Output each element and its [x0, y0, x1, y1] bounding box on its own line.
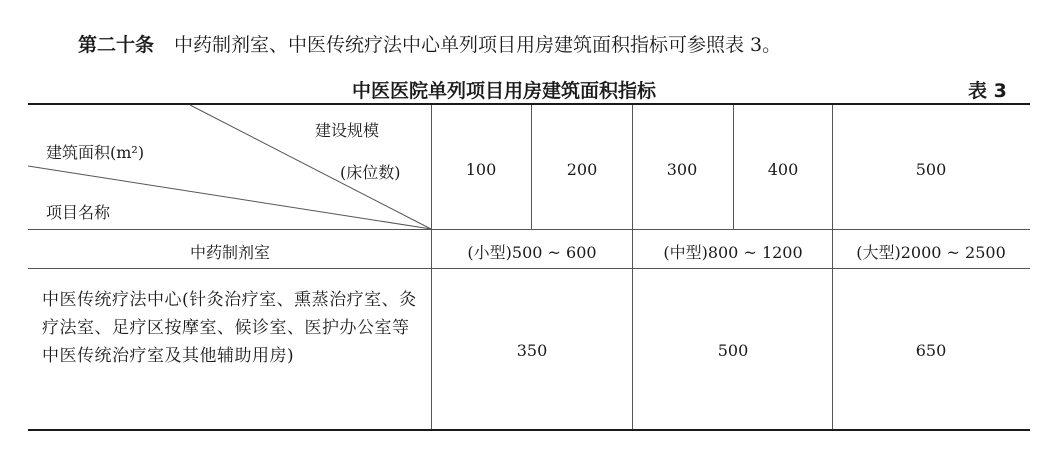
scale-header-500: 500 [915, 160, 947, 179]
row-1-value-medium: (中型)800 ~ 1200 [663, 243, 803, 262]
row-1-value-small: (小型)500 ~ 600 [467, 243, 597, 262]
row-1-value-large: (大型)2000 ~ 2500 [856, 243, 1006, 262]
scale-header-200: 200 [566, 160, 598, 179]
corner-label-item: 项目名称 [46, 203, 111, 222]
corner-label-scale: 建设规模 [315, 121, 380, 140]
article-text: 中药制剂室、中医传统疗法中心单列项目用房建筑面积指标可参照表 3。 [174, 34, 782, 56]
corner-label-beds: (床位数) [340, 163, 401, 182]
row-1-name: 中药制剂室 [189, 243, 271, 262]
table-title: 中医医院单列项目用房建筑面积指标 [352, 80, 657, 102]
scale-header-100: 100 [465, 160, 497, 179]
article-number: 第二十条 [78, 34, 155, 56]
corner-label-area: 建筑面积(m²) [46, 143, 145, 162]
row-2-value-3: 650 [915, 341, 947, 360]
row-2-value-1: 350 [516, 341, 548, 360]
row-2-value-2: 500 [717, 341, 749, 360]
row-2-name: 中医传统疗法中心(针灸治疗室、熏蒸治疗室、灸疗法室、足疗区按摩室、候诊室、医护办公室等中医传统治疗室及其他辅助用房) [42, 290, 417, 366]
scale-header-400: 400 [767, 160, 799, 179]
table-number: 表 3 [968, 80, 1007, 102]
scale-header-300: 300 [666, 160, 698, 179]
